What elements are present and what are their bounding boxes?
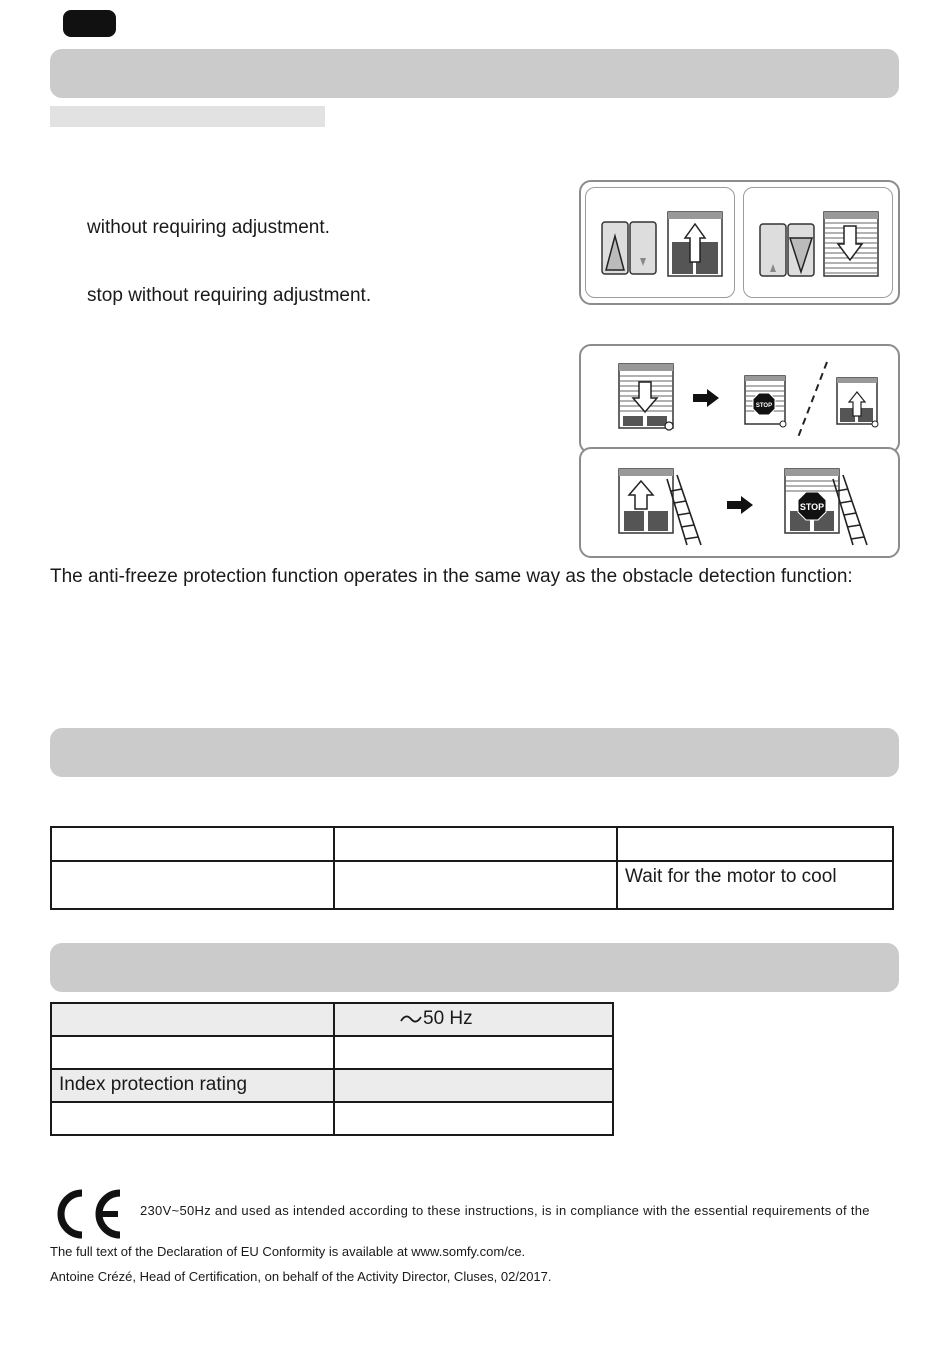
shutter-stopped-icon	[745, 376, 786, 427]
language-badge	[63, 10, 116, 37]
limit-down-panel	[743, 187, 893, 298]
shutter-descending-icon	[619, 364, 673, 430]
table-row	[51, 1069, 613, 1102]
table-cell	[51, 861, 334, 909]
svg-text:STOP: STOP	[799, 502, 825, 512]
table-cell	[334, 827, 617, 861]
signature-text: Antoine Crézé, Head of Certification, on behalf of the Activity Director, Cluses, 02/2017.	[50, 1269, 552, 1284]
subsection-band	[50, 106, 325, 127]
table-cell	[51, 1036, 334, 1069]
table-row	[51, 1102, 613, 1135]
ce-mark-icon	[50, 1188, 124, 1240]
declaration-text: The full text of the Declaration of EU Conformity is available at www.somfy.com/ce.	[50, 1244, 526, 1259]
anti-freeze-illustration	[581, 449, 898, 556]
svg-text:STOP: STOP	[755, 403, 773, 409]
obstacle-detection-figure	[579, 344, 900, 454]
shutter-rising-icon	[619, 469, 673, 533]
troubleshooting-table	[50, 826, 894, 910]
table-row	[51, 861, 893, 909]
table-cell	[334, 1069, 613, 1102]
section-header-band-2	[50, 728, 899, 777]
table-cell	[334, 1102, 613, 1135]
intro-line-2: stop without requiring adjustment.	[87, 285, 372, 306]
shutter-stopped-icon	[785, 469, 839, 533]
limit-up-panel	[585, 187, 735, 298]
shutter-open-icon	[668, 212, 722, 276]
limit-up-illustration	[586, 188, 734, 297]
intro-line-1: without requiring adjustment.	[87, 217, 330, 238]
shutter-reversing-icon	[837, 378, 878, 427]
limit-figure	[579, 180, 900, 305]
table-cell	[334, 861, 617, 909]
shutter-closed-icon	[824, 212, 878, 276]
table-cell	[51, 1102, 334, 1135]
table-row	[51, 827, 893, 861]
table-cell	[334, 1003, 613, 1036]
table-cell: Index protection rating	[51, 1069, 334, 1102]
table-cell: Wait for the motor to cool	[617, 861, 893, 909]
limit-down-illustration	[744, 188, 892, 297]
table-cell	[51, 827, 334, 861]
arrow-right-icon	[727, 496, 753, 514]
anti-freeze-figure	[579, 447, 900, 558]
specifications-table	[50, 1002, 614, 1136]
section-header-band-1	[50, 49, 899, 98]
arrow-right-icon	[693, 389, 719, 407]
table-cell	[51, 1003, 334, 1036]
section-header-band-3	[50, 943, 899, 992]
table-cell	[334, 1036, 613, 1069]
alternating-current-icon	[399, 1012, 423, 1026]
anti-freeze-text: The anti-freeze protection function operates in the same way as the obstacle detection function:	[50, 566, 853, 587]
switch-up-icon	[602, 222, 656, 274]
table-cell	[617, 827, 893, 861]
switch-down-icon	[760, 224, 814, 276]
table-row	[51, 1036, 613, 1069]
obstacle-detection-illustration	[581, 346, 898, 452]
or-divider	[797, 362, 827, 440]
frequency-value: 50 Hz	[423, 1008, 473, 1029]
ce-compliance-text: 230V~50Hz and used as intended according to these instructions, is in compliance with the essential requirements of the	[140, 1203, 870, 1218]
table-row	[51, 1003, 613, 1036]
